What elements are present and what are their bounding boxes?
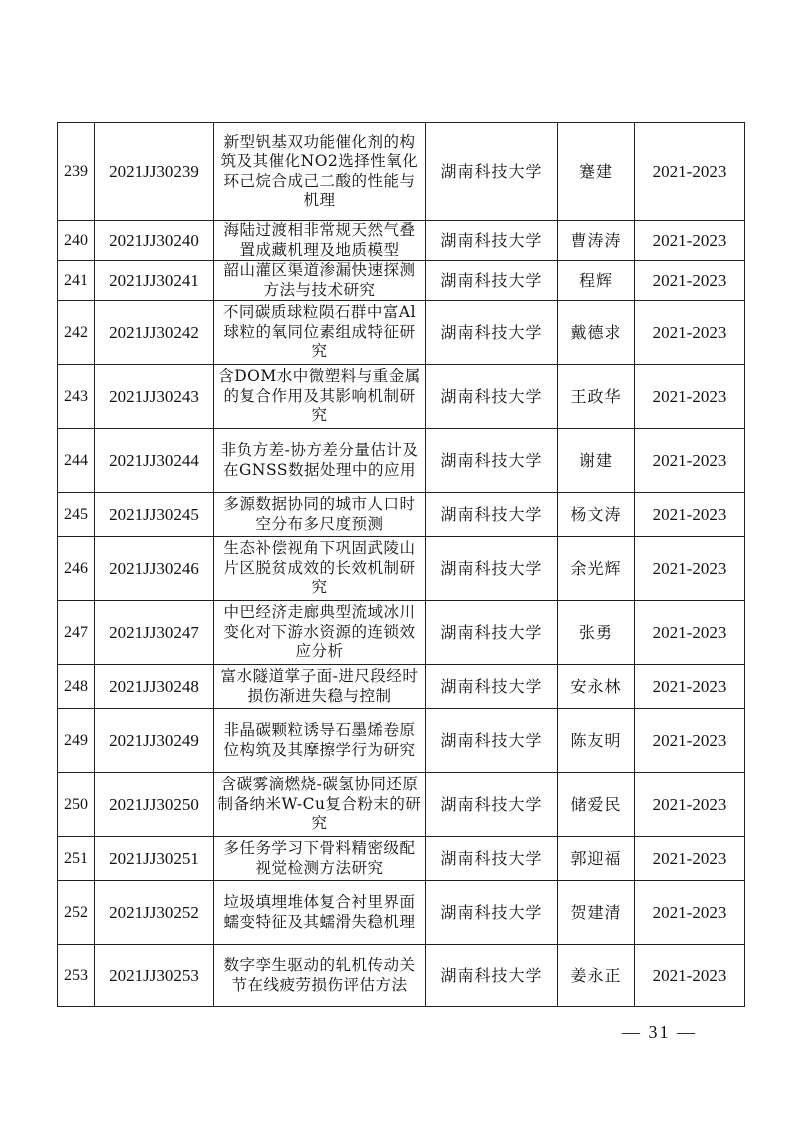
table-row <box>58 537 745 601</box>
project-code: 2021JJ30240 <box>95 221 214 261</box>
row-number: 253 <box>58 945 95 1007</box>
row-number: 248 <box>58 665 95 709</box>
table-row <box>58 429 745 493</box>
project-period: 2021-2023 <box>635 301 745 365</box>
project-code: 2021JJ30251 <box>95 837 214 881</box>
row-number: 247 <box>58 601 95 665</box>
table-row <box>58 945 745 1007</box>
project-period: 2021-2023 <box>635 537 745 601</box>
institution: 湖南科技大学 <box>426 773 558 837</box>
project-title: 数字孪生驱动的轧机传动关节在线疲劳损伤评估方法 <box>214 945 426 1007</box>
institution: 湖南科技大学 <box>426 493 558 537</box>
institution: 湖南科技大学 <box>426 881 558 945</box>
row-number: 249 <box>58 709 95 773</box>
project-title: 含DOM水中微塑料与重金属的复合作用及其影响机制研究 <box>214 365 426 429</box>
project-code: 2021JJ30248 <box>95 665 214 709</box>
project-title: 新型钒基双功能催化剂的构筑及其催化NO2选择性氧化环己烷合成己二酸的性能与机理 <box>214 123 426 221</box>
project-code: 2021JJ30246 <box>95 537 214 601</box>
project-title: 中巴经济走廊典型流域冰川变化对下游水资源的连锁效应分析 <box>214 601 426 665</box>
principal-investigator: 程辉 <box>558 261 635 301</box>
table-row <box>58 221 745 261</box>
project-code: 2021JJ30253 <box>95 945 214 1007</box>
institution: 湖南科技大学 <box>426 709 558 773</box>
row-number: 242 <box>58 301 95 365</box>
principal-investigator: 张勇 <box>558 601 635 665</box>
project-period: 2021-2023 <box>635 493 745 537</box>
row-number: 240 <box>58 221 95 261</box>
project-period: 2021-2023 <box>635 261 745 301</box>
row-number: 245 <box>58 493 95 537</box>
project-period: 2021-2023 <box>635 773 745 837</box>
project-title: 垃圾填埋堆体复合衬里界面蠕变特征及其蠕滑失稳机理 <box>214 881 426 945</box>
page-number: — 31 — <box>622 1022 697 1042</box>
project-period: 2021-2023 <box>635 123 745 221</box>
project-code: 2021JJ30249 <box>95 709 214 773</box>
institution: 湖南科技大学 <box>426 221 558 261</box>
institution: 湖南科技大学 <box>426 601 558 665</box>
institution: 湖南科技大学 <box>426 837 558 881</box>
institution: 湖南科技大学 <box>426 429 558 493</box>
project-title: 非晶碳颗粒诱导石墨烯卷原位构筑及其摩擦学行为研究 <box>214 709 426 773</box>
project-code: 2021JJ30242 <box>95 301 214 365</box>
principal-investigator: 曹涛涛 <box>558 221 635 261</box>
project-period: 2021-2023 <box>635 365 745 429</box>
principal-investigator: 姜永正 <box>558 945 635 1007</box>
row-number: 244 <box>58 429 95 493</box>
project-title: 海陆过渡相非常规天然气叠置成藏机理及地质模型 <box>214 221 426 261</box>
project-period: 2021-2023 <box>635 665 745 709</box>
principal-investigator: 储爱民 <box>558 773 635 837</box>
row-number: 241 <box>58 261 95 301</box>
principal-investigator: 王政华 <box>558 365 635 429</box>
project-title: 含碳雾滴燃烧-碳氢协同还原制备纳米W-Cu复合粉末的研究 <box>214 773 426 837</box>
row-number: 246 <box>58 537 95 601</box>
project-period: 2021-2023 <box>635 709 745 773</box>
project-code: 2021JJ30252 <box>95 881 214 945</box>
principal-investigator: 贺建清 <box>558 881 635 945</box>
table-row <box>58 261 745 301</box>
institution: 湖南科技大学 <box>426 665 558 709</box>
table-row <box>58 773 745 837</box>
project-period: 2021-2023 <box>635 837 745 881</box>
principal-investigator: 谢建 <box>558 429 635 493</box>
row-number: 239 <box>58 123 95 221</box>
project-title: 非负方差-协方差分量估计及在GNSS数据处理中的应用 <box>214 429 426 493</box>
project-title: 生态补偿视角下巩固武陵山片区脱贫成效的长效机制研究 <box>214 537 426 601</box>
institution: 湖南科技大学 <box>426 123 558 221</box>
project-code: 2021JJ30239 <box>95 123 214 221</box>
principal-investigator: 杨文涛 <box>558 493 635 537</box>
table-row <box>58 665 745 709</box>
table-row <box>58 493 745 537</box>
row-number: 243 <box>58 365 95 429</box>
project-period: 2021-2023 <box>635 945 745 1007</box>
project-code: 2021JJ30247 <box>95 601 214 665</box>
table-row <box>58 601 745 665</box>
table-row <box>58 709 745 773</box>
project-code: 2021JJ30244 <box>95 429 214 493</box>
project-code: 2021JJ30250 <box>95 773 214 837</box>
principal-investigator: 蹇建 <box>558 123 635 221</box>
table-row <box>58 881 745 945</box>
table-row <box>58 301 745 365</box>
table-row <box>58 123 745 221</box>
row-number: 252 <box>58 881 95 945</box>
institution: 湖南科技大学 <box>426 261 558 301</box>
table-row <box>58 837 745 881</box>
project-period: 2021-2023 <box>635 601 745 665</box>
institution: 湖南科技大学 <box>426 537 558 601</box>
project-code: 2021JJ30243 <box>95 365 214 429</box>
project-title: 多源数据协同的城市人口时空分布多尺度预测 <box>214 493 426 537</box>
project-code: 2021JJ30245 <box>95 493 214 537</box>
table-row <box>58 365 745 429</box>
principal-investigator: 安永林 <box>558 665 635 709</box>
project-title: 多任务学习下骨料精密级配视觉检测方法研究 <box>214 837 426 881</box>
row-number: 250 <box>58 773 95 837</box>
project-title: 富水隧道掌子面-进尺段经时损伤渐进失稳与控制 <box>214 665 426 709</box>
project-code: 2021JJ30241 <box>95 261 214 301</box>
institution: 湖南科技大学 <box>426 301 558 365</box>
project-period: 2021-2023 <box>635 221 745 261</box>
project-period: 2021-2023 <box>635 881 745 945</box>
institution: 湖南科技大学 <box>426 945 558 1007</box>
institution: 湖南科技大学 <box>426 365 558 429</box>
principal-investigator: 陈友明 <box>558 709 635 773</box>
project-title: 不同碳质球粒陨石群中富Al球粒的氧同位素组成特征研究 <box>214 301 426 365</box>
project-period: 2021-2023 <box>635 429 745 493</box>
project-table <box>57 122 745 1007</box>
project-title: 韶山灌区渠道渗漏快速探测方法与技术研究 <box>214 261 426 301</box>
project-table-body <box>58 123 745 1007</box>
principal-investigator: 余光辉 <box>558 537 635 601</box>
row-number: 251 <box>58 837 95 881</box>
principal-investigator: 戴德求 <box>558 301 635 365</box>
principal-investigator: 郭迎福 <box>558 837 635 881</box>
